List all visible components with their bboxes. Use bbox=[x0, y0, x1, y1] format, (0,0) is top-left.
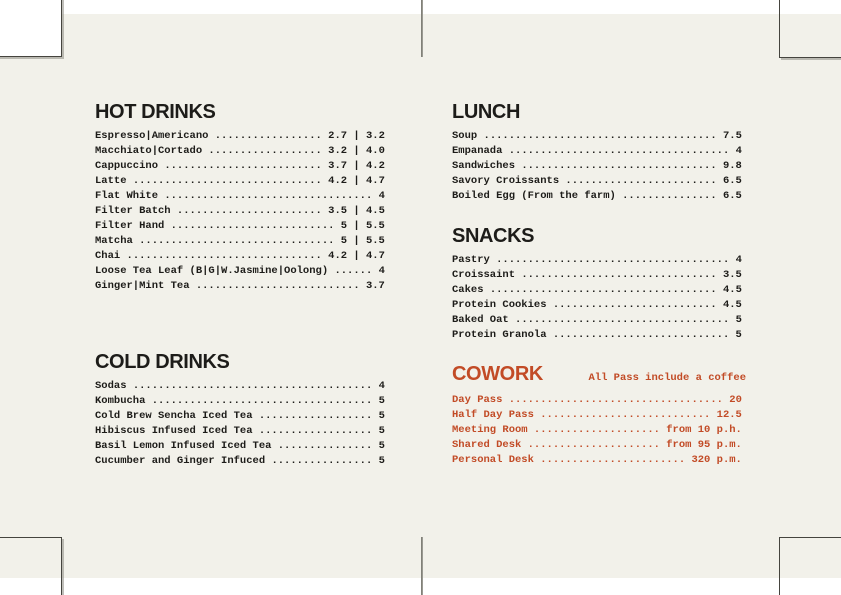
item-price: 4 bbox=[735, 145, 742, 157]
dot-leader: .................................. bbox=[508, 314, 736, 326]
dot-leader: ............................... bbox=[515, 160, 723, 172]
item-name: Basil Lemon Infused Iced Tea bbox=[95, 440, 272, 452]
item-price: 3.5 bbox=[722, 269, 742, 281]
menu-item bbox=[452, 253, 746, 268]
item-price: 6.5 bbox=[722, 190, 742, 202]
dot-leader: .................................... bbox=[483, 284, 723, 296]
item-name: Day Pass bbox=[452, 394, 503, 406]
menu-item bbox=[95, 439, 388, 454]
section-cold-drinks bbox=[95, 352, 388, 469]
section-snacks bbox=[452, 226, 746, 343]
menu-item bbox=[452, 159, 746, 174]
dot-leader: ..................................... bbox=[489, 254, 736, 266]
dot-leader: .................. bbox=[252, 425, 379, 437]
menu-item bbox=[95, 129, 388, 144]
item-price: 5 | 5.5 bbox=[340, 220, 385, 232]
dot-leader: ............................ bbox=[546, 329, 736, 341]
dot-leader: ............... bbox=[615, 190, 723, 202]
item-name: Croissaint bbox=[452, 269, 516, 281]
dot-leader: ...... bbox=[328, 265, 379, 277]
dot-leader: .................................. bbox=[502, 394, 730, 406]
menu-item bbox=[95, 204, 388, 219]
item-price: 5 bbox=[735, 329, 742, 341]
section-title-lunch: LUNCH bbox=[452, 101, 520, 123]
dot-leader: ................................... bbox=[145, 395, 379, 407]
menu-item bbox=[452, 189, 746, 204]
section-title-cold-drinks: COLD DRINKS bbox=[95, 351, 230, 373]
menu-item bbox=[95, 249, 388, 264]
item-price: 4 bbox=[378, 265, 385, 277]
cold-drinks-items bbox=[95, 379, 388, 469]
menu-item bbox=[95, 409, 388, 424]
item-name: Half Day Pass bbox=[452, 409, 534, 421]
item-price: 4.2 | 4.7 bbox=[328, 175, 385, 187]
item-price: 5 bbox=[378, 395, 385, 407]
dot-leader: ............................... bbox=[120, 250, 329, 262]
menu-item bbox=[95, 454, 388, 469]
menu-item bbox=[95, 174, 388, 189]
dot-leader: .................. bbox=[252, 410, 379, 422]
dot-leader: .................... bbox=[527, 424, 667, 436]
dot-leader: ........................ bbox=[559, 175, 723, 187]
item-price: 5 bbox=[378, 440, 385, 452]
item-name: Cold Brew Sencha Iced Tea bbox=[95, 410, 253, 422]
item-name: Filter Hand bbox=[95, 220, 165, 232]
dot-leader: .......................... bbox=[164, 220, 341, 232]
item-name: Personal Desk bbox=[452, 454, 534, 466]
item-name: Ginger|Mint Tea bbox=[95, 280, 190, 292]
dot-leader: ................................... bbox=[502, 145, 736, 157]
item-price: 3.7 bbox=[365, 280, 385, 292]
item-price: 4.5 bbox=[722, 299, 742, 311]
item-name: Cucumber and Ginger Infuced bbox=[95, 455, 266, 467]
section-hot-drinks bbox=[95, 102, 388, 294]
item-price: 4.5 bbox=[722, 284, 742, 296]
item-price: 2.7 | 3.2 bbox=[328, 130, 385, 142]
menu-item bbox=[452, 174, 746, 189]
menu-item bbox=[95, 394, 388, 409]
item-name: Empanada bbox=[452, 145, 503, 157]
menu-item bbox=[95, 144, 388, 159]
dot-leader: ................ bbox=[265, 455, 379, 467]
item-price: 6.5 bbox=[722, 175, 742, 187]
item-price: from 95 p.m. bbox=[666, 439, 742, 451]
fold-mark-bottom bbox=[421, 537, 423, 595]
menu-item bbox=[452, 298, 746, 313]
item-price: 12.5 bbox=[716, 409, 742, 421]
item-price: 5 bbox=[735, 314, 742, 326]
menu-item bbox=[452, 408, 746, 423]
menu-item bbox=[95, 189, 388, 204]
item-name: Sandwiches bbox=[452, 160, 516, 172]
item-name: Meeting Room bbox=[452, 424, 528, 436]
item-name: Boiled Egg (From the farm) bbox=[452, 190, 616, 202]
item-name: Savory Croissants bbox=[452, 175, 560, 187]
item-name: Baked Oat bbox=[452, 314, 509, 326]
lunch-items bbox=[452, 129, 746, 204]
item-name: Pastry bbox=[452, 254, 490, 266]
section-title-snacks: SNACKS bbox=[452, 225, 535, 247]
menu-item bbox=[452, 283, 746, 298]
dot-leader: .............................. bbox=[126, 175, 329, 187]
dot-leader: ............... bbox=[271, 440, 379, 452]
dot-leader: ............................... bbox=[132, 235, 341, 247]
item-name: Loose Tea Leaf (B|G|W.Jasmine|Oolong) bbox=[95, 265, 329, 277]
menu-item bbox=[95, 234, 388, 249]
menu-item bbox=[95, 379, 388, 394]
menu-item bbox=[452, 423, 746, 438]
item-price: 4 bbox=[735, 254, 742, 266]
menu-item bbox=[452, 438, 746, 453]
menu-item bbox=[452, 268, 746, 283]
fold-mark-top bbox=[421, 0, 423, 57]
item-price: 4.2 | 4.7 bbox=[328, 250, 385, 262]
section-cowork bbox=[452, 364, 746, 468]
section-title-cowork: COWORK bbox=[452, 363, 543, 385]
item-name: Cakes bbox=[452, 284, 484, 296]
item-name: Filter Batch bbox=[95, 205, 171, 217]
item-price: 3.7 | 4.2 bbox=[328, 160, 385, 172]
item-name: Kombucha bbox=[95, 395, 146, 407]
menu-item bbox=[452, 453, 746, 468]
dot-leader: ..................... bbox=[521, 439, 667, 451]
menu-item bbox=[95, 264, 388, 279]
menu-item bbox=[95, 159, 388, 174]
dot-leader: ................. bbox=[208, 130, 329, 142]
item-price: 5 bbox=[378, 455, 385, 467]
section-lunch bbox=[452, 102, 746, 204]
dot-leader: ........................... bbox=[533, 409, 717, 421]
dot-leader: .......................... bbox=[546, 299, 723, 311]
menu-item bbox=[95, 219, 388, 234]
dot-leader: ....................... bbox=[170, 205, 329, 217]
crop-mark-top-right bbox=[779, 0, 841, 58]
dot-leader: .................. bbox=[202, 145, 329, 157]
item-name: Cappuccino bbox=[95, 160, 159, 172]
menu-item bbox=[452, 129, 746, 144]
item-price: 320 p.m. bbox=[691, 454, 742, 466]
item-name: Sodas bbox=[95, 380, 127, 392]
dot-leader: ...................................... bbox=[126, 380, 379, 392]
item-price: 5 bbox=[378, 425, 385, 437]
item-price: 3.2 | 4.0 bbox=[328, 145, 385, 157]
menu-item bbox=[452, 144, 746, 159]
item-name: Espresso|Americano bbox=[95, 130, 209, 142]
menu-item bbox=[452, 393, 746, 408]
item-name: Shared Desk bbox=[452, 439, 522, 451]
dot-leader: ....................... bbox=[533, 454, 692, 466]
dot-leader: ......................... bbox=[158, 160, 329, 172]
crop-mark-top-left bbox=[0, 0, 62, 57]
item-name: Chai bbox=[95, 250, 121, 262]
cowork-items bbox=[452, 393, 746, 468]
item-price: 9.8 bbox=[722, 160, 742, 172]
item-price: 3.5 | 4.5 bbox=[328, 205, 385, 217]
menu-item bbox=[452, 313, 746, 328]
dot-leader: ................................. bbox=[158, 190, 379, 202]
menu-item bbox=[95, 279, 388, 294]
snacks-items bbox=[452, 253, 746, 343]
hot-drinks-items bbox=[95, 129, 388, 294]
cowork-note: All Pass include a coffee bbox=[588, 372, 746, 384]
item-name: Matcha bbox=[95, 235, 133, 247]
item-name: Macchiato|Cortado bbox=[95, 145, 203, 157]
menu-item bbox=[95, 424, 388, 439]
item-price: 4 bbox=[378, 190, 385, 202]
dot-leader: .......................... bbox=[189, 280, 366, 292]
item-name: Latte bbox=[95, 175, 127, 187]
item-price: 20 bbox=[729, 394, 742, 406]
item-name: Protein Granola bbox=[452, 329, 547, 341]
section-title-hot-drinks: HOT DRINKS bbox=[95, 101, 216, 123]
item-name: Flat White bbox=[95, 190, 159, 202]
dot-leader: ..................................... bbox=[477, 130, 723, 142]
cowork-header bbox=[452, 364, 746, 386]
item-price: 5 | 5.5 bbox=[340, 235, 385, 247]
item-price: 5 bbox=[378, 410, 385, 422]
item-price: from 10 p.h. bbox=[666, 424, 742, 436]
dot-leader: ............................... bbox=[515, 269, 723, 281]
item-name: Hibiscus Infused Iced Tea bbox=[95, 425, 253, 437]
item-price: 7.5 bbox=[722, 130, 742, 142]
item-name: Protein Cookies bbox=[452, 299, 547, 311]
crop-mark-bottom-right bbox=[779, 537, 841, 595]
menu-item bbox=[452, 328, 746, 343]
item-price: 4 bbox=[378, 380, 385, 392]
crop-mark-bottom-left bbox=[0, 537, 62, 595]
item-name: Soup bbox=[452, 130, 478, 142]
